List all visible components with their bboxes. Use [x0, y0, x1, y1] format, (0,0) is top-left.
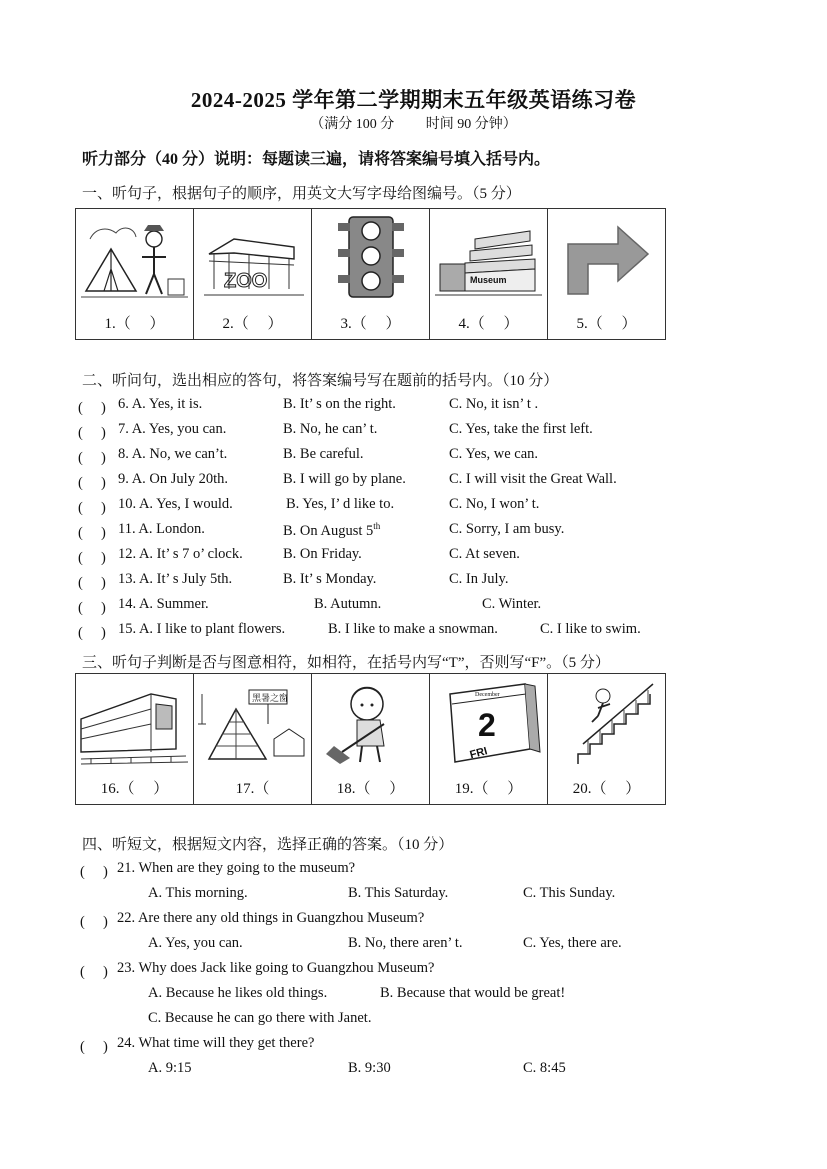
label-16: 16.（ ）	[100, 781, 169, 797]
picture-cell-18	[312, 674, 430, 805]
question-option-b: B. This Saturday.	[348, 885, 449, 901]
answer-paren[interactable]: ( )	[78, 475, 106, 491]
label-3: 3.（ ）	[340, 316, 401, 332]
question-option-b: B. I like to make a snowman.	[328, 621, 498, 637]
section3-picture-table	[75, 673, 666, 805]
question-option-b: B. It’ s on the right.	[283, 396, 396, 412]
section1-picture-table	[75, 208, 666, 340]
climbing-stairs-picture	[548, 674, 665, 774]
traffic-light-picture	[312, 209, 429, 309]
question-option-c: C. In July.	[449, 571, 509, 587]
label-17: 17.（	[235, 781, 270, 797]
label-4: 4.（ ）	[458, 316, 519, 332]
question-stem: 22. Are there any old things in Guangzhou Museum?	[117, 910, 425, 926]
question-option-c: C. At seven.	[449, 546, 520, 562]
camping-picture	[76, 209, 193, 309]
picture-cell-1	[76, 209, 194, 340]
answer-paren[interactable]: ( )	[78, 400, 106, 416]
question-option-c: C. Yes, we can.	[449, 446, 539, 462]
zoo-sign-text: ZOO	[224, 270, 268, 292]
question-stem: 24. What time will they get there?	[117, 1035, 315, 1051]
answer-paren[interactable]: ( )	[78, 500, 106, 516]
label-18: 18.（ ）	[336, 781, 405, 797]
question-option-a: A. This morning.	[148, 885, 248, 901]
calendar-picture	[430, 674, 547, 774]
question-option-b	[283, 521, 380, 540]
answer-paren[interactable]: ( )	[78, 600, 106, 616]
section1-heading: 一、听句子，根据句子的顺序，用英文大写字母给图编号。（5 分）	[82, 186, 521, 202]
section2-heading: 二、听问句，选出相应的答句，将答案编号写在题前的括号内。（10 分）	[82, 373, 559, 389]
picture-cell-19	[430, 674, 548, 805]
calendar-month: December	[475, 692, 500, 698]
picture-cell-4	[430, 209, 548, 340]
question-option-c: C. Yes, take the first left.	[449, 421, 593, 437]
question-option-b: B. No, there aren’ t.	[348, 935, 463, 951]
calendar-day: 2	[478, 707, 496, 743]
question-option-a: 7. A. Yes, you can.	[118, 421, 227, 437]
museum-picture	[430, 209, 547, 309]
listening-header: 听力部分（40 分）说明：每题读三遍，请将答案编号填入括号内。	[82, 151, 551, 168]
page-title: 2024-2025 学年第二学期期末五年级英语练习卷	[190, 88, 637, 112]
label-5: 5.（ ）	[576, 316, 637, 332]
answer-paren[interactable]: ( )	[78, 450, 106, 466]
label-20: 20.（ ）	[572, 781, 641, 797]
question-option-b: B. I will go by plane.	[283, 471, 406, 487]
page-subtitle: （满分 100 分 时间 90 分钟）	[310, 117, 517, 132]
question-stem: 21. When are they going to the museum?	[117, 860, 356, 876]
question-option-b: B. Autumn.	[314, 596, 382, 612]
section3-heading: 三、听句子判断是否与图意相符，如相符，在括号内写“T”，否则写“F”。（5 分）	[82, 655, 610, 671]
question-option-a: 10. A. Yes, I would.	[118, 496, 233, 512]
question-option-b: B. 9:30	[348, 1060, 391, 1076]
question-option-c: C. No, it isn’ t .	[449, 396, 539, 412]
question-option-a: 14. A. Summer.	[118, 596, 209, 612]
picture-cell-17	[194, 674, 312, 805]
pyramid-picture	[194, 674, 311, 774]
question-option-a: A. 9:15	[148, 1060, 192, 1076]
question-option-c: C. 8:45	[523, 1060, 566, 1076]
section4-heading: 四、听短文，根据短文内容，选择正确的答案。（10 分）	[82, 837, 454, 853]
question-option-a: 13. A. It’ s July 5th.	[118, 571, 233, 587]
question-option-b: B. On Friday.	[283, 546, 362, 562]
question-option-b: B. No, he can’ t.	[283, 421, 378, 437]
question-option-a: 12. A. It’ s 7 o’ clock.	[118, 546, 243, 562]
question-option-b: B. It’ s Monday.	[283, 571, 377, 587]
question-option-c: C. Winter.	[482, 596, 542, 612]
picture-cell-2	[194, 209, 312, 340]
answer-paren[interactable]: ( )	[78, 625, 106, 641]
picture-cell-5	[548, 209, 666, 340]
question-option-b: B. Yes, I’ d like to.	[286, 496, 395, 512]
answer-paren[interactable]: ( )	[78, 525, 106, 541]
question-option-c: C. Because he can go there with Janet.	[148, 1010, 372, 1026]
question-option-a: 15. A. I like to plant flowers.	[118, 621, 286, 637]
question-option-c: C. Sorry, I am busy.	[449, 521, 565, 537]
question-option-a: 11. A. London.	[118, 521, 205, 537]
label-2: 2.（ ）	[222, 316, 283, 332]
question-option-c: C. I will visit the Great Wall.	[449, 471, 617, 487]
answer-paren[interactable]: ( )	[80, 914, 108, 930]
question-option-a: A. Yes, you can.	[148, 935, 243, 951]
question-option-c: C. This Sunday.	[523, 885, 616, 901]
boy-sweeping-picture	[312, 674, 429, 774]
question-option-a: 6. A. Yes, it is.	[118, 396, 203, 412]
museum-sign-text: Museum	[470, 275, 507, 285]
train-picture	[76, 674, 193, 774]
question-option-a: 9. A. On July 20th.	[118, 471, 228, 487]
picture-cell-16	[76, 674, 194, 805]
option-b-text: B. On August 5	[283, 522, 374, 539]
calendar-weekday: FRI	[468, 745, 489, 762]
picture-cell-20	[548, 674, 666, 805]
answer-paren[interactable]: ( )	[78, 550, 106, 566]
question-option-b: B. Because that would be great!	[380, 985, 566, 1001]
answer-paren[interactable]: ( )	[78, 575, 106, 591]
question-option-b: B. Be careful.	[283, 446, 364, 462]
picture-cell-3	[312, 209, 430, 340]
answer-paren[interactable]: ( )	[78, 425, 106, 441]
ordinal-suffix: th	[373, 521, 381, 531]
turn-right-arrow-icon	[548, 209, 665, 309]
label-1: 1.（ ）	[104, 316, 165, 332]
answer-paren[interactable]: ( )	[80, 864, 108, 880]
question-stem: 23. Why does Jack like going to Guangzhou Museum?	[117, 960, 435, 976]
answer-paren[interactable]: ( )	[80, 1039, 108, 1055]
question-option-a: A. Because he likes old things.	[148, 985, 328, 1001]
answer-paren[interactable]: ( )	[80, 964, 108, 980]
question-option-a: 8. A. No, we can’t.	[118, 446, 228, 462]
zoo-picture	[194, 209, 311, 309]
question-option-c: C. No, I won’ t.	[449, 496, 540, 512]
label-19: 19.（ ）	[454, 781, 523, 797]
sign-text: 黑暑之窗	[252, 694, 289, 704]
question-option-c: C. I like to swim.	[540, 621, 641, 637]
question-option-c: C. Yes, there are.	[523, 935, 622, 951]
